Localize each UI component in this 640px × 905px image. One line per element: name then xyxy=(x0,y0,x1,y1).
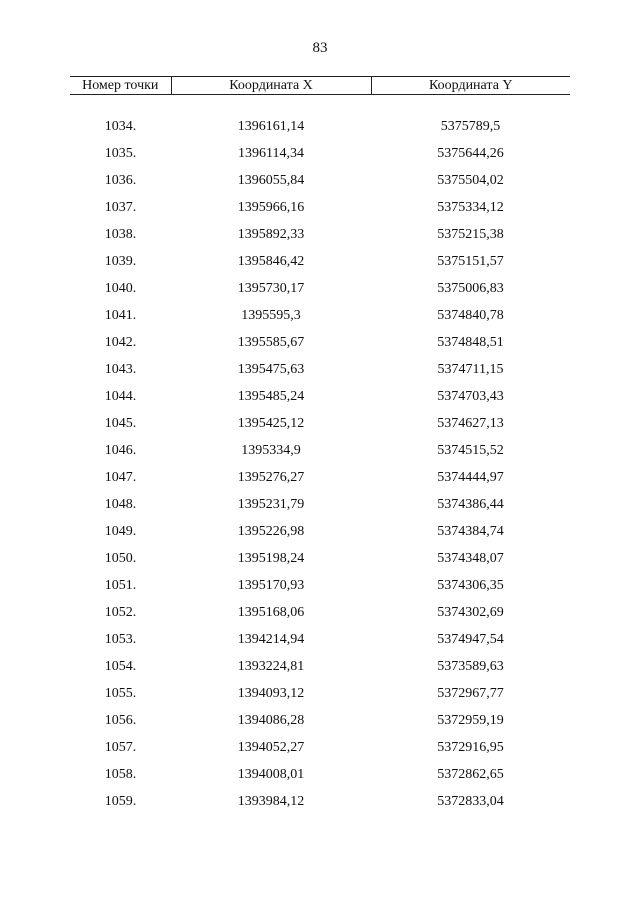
coordinate-x-cell: 1393984,12 xyxy=(237,794,305,809)
table-row xyxy=(70,383,570,410)
table-spacer xyxy=(70,95,570,114)
table-row xyxy=(70,410,570,437)
point-number-cell: 1057. xyxy=(104,740,137,755)
point-number-cell: 1059. xyxy=(104,794,137,809)
header-coordinate-x: Координата X xyxy=(171,77,371,95)
coordinate-y-cell: 5374302,69 xyxy=(437,605,504,620)
coordinate-x-cell: 1395198,24 xyxy=(237,551,305,566)
point-number-cell: 1048. xyxy=(104,497,137,512)
point-number-cell: 1050. xyxy=(104,551,137,566)
point-number-cell: 1056. xyxy=(104,713,137,728)
coordinate-x-cell: 1395475,63 xyxy=(237,362,305,377)
coordinate-x-cell: 1395892,33 xyxy=(237,227,305,242)
table-row xyxy=(70,626,570,653)
coordinate-x-cell: 1395966,16 xyxy=(237,200,305,215)
coordinate-x-cell: 1396114,34 xyxy=(238,146,304,161)
table-row xyxy=(70,140,570,167)
table-row xyxy=(70,356,570,383)
coordinate-y-cell: 5374947,54 xyxy=(437,632,504,647)
coordinate-y-cell: 5375504,02 xyxy=(437,173,504,188)
header-coordinate-y: Координата Y xyxy=(371,77,570,95)
table-row xyxy=(70,788,570,815)
table-row xyxy=(70,329,570,356)
coordinate-x-cell: 1395585,67 xyxy=(237,335,305,350)
table-row xyxy=(70,194,570,221)
coordinate-y-cell: 5372862,65 xyxy=(437,767,504,782)
point-number-cell: 1058. xyxy=(104,767,137,782)
coordinate-x-cell: 1394214,94 xyxy=(237,632,305,647)
point-number-cell: 1054. xyxy=(104,659,137,674)
coordinate-x-cell: 1395231,79 xyxy=(237,497,305,512)
table-row xyxy=(70,248,570,275)
coordinate-y-cell: 5375006,83 xyxy=(437,281,504,296)
table-row xyxy=(70,221,570,248)
coordinate-x-cell: 1395170,93 xyxy=(237,578,305,593)
coordinate-y-cell: 5374348,07 xyxy=(437,551,504,566)
coordinate-y-cell: 5372967,77 xyxy=(437,686,504,701)
coordinate-x-cell: 1394008,01 xyxy=(237,767,305,782)
coordinate-y-cell: 5374703,43 xyxy=(437,389,504,404)
table-row xyxy=(70,437,570,464)
table-row xyxy=(70,734,570,761)
point-number-cell: 1042. xyxy=(104,335,137,350)
point-number-cell: 1045. xyxy=(104,416,137,431)
coordinate-y-cell: 5374386,44 xyxy=(437,497,504,512)
table-row xyxy=(70,761,570,788)
coordinate-y-cell: 5375215,38 xyxy=(437,227,504,242)
coordinate-x-cell: 1395595,3 xyxy=(241,308,301,323)
table-row xyxy=(70,113,570,140)
coordinate-y-cell: 5372959,19 xyxy=(437,713,504,728)
coordinate-y-cell: 5373589,63 xyxy=(437,659,504,674)
point-number-cell: 1051. xyxy=(104,578,137,593)
point-number-cell: 1034. xyxy=(104,119,137,134)
coordinate-x-cell: 1395226,98 xyxy=(237,524,305,539)
table-row xyxy=(70,545,570,572)
point-number-cell: 1039. xyxy=(104,254,137,269)
coordinate-y-cell: 5375644,26 xyxy=(437,146,504,161)
coordinate-x-cell: 1394093,12 xyxy=(237,686,305,701)
point-number-cell: 1044. xyxy=(104,389,137,404)
table-row xyxy=(70,653,570,680)
coordinate-y-cell: 5374711,15 xyxy=(437,362,504,377)
coordinate-y-cell: 5374444,97 xyxy=(437,470,504,485)
coordinate-x-cell: 1393224,81 xyxy=(237,659,305,674)
coordinate-y-cell: 5372833,04 xyxy=(437,794,504,809)
point-number-cell: 1047. xyxy=(104,470,137,485)
coordinate-y-cell: 5374627,13 xyxy=(437,416,504,431)
table-row xyxy=(70,491,570,518)
coordinate-y-cell: 5374848,51 xyxy=(437,335,504,350)
point-number-cell: 1053. xyxy=(104,632,137,647)
point-number-cell: 1041. xyxy=(104,308,137,323)
point-number-cell: 1038. xyxy=(104,227,137,242)
coordinate-x-cell: 1395276,27 xyxy=(237,470,305,485)
point-number-cell: 1043. xyxy=(104,362,137,377)
table-row xyxy=(70,707,570,734)
coordinate-y-cell: 5372916,95 xyxy=(437,740,504,755)
coordinate-y-cell: 5374384,74 xyxy=(437,524,504,539)
coordinate-x-cell: 1395730,17 xyxy=(237,281,305,296)
coordinates-table xyxy=(70,76,570,815)
coordinate-x-cell: 1396055,84 xyxy=(237,173,305,188)
table-body xyxy=(70,95,570,816)
coordinate-x-cell: 1395846,42 xyxy=(237,254,305,269)
coordinate-x-cell: 1394052,27 xyxy=(237,740,305,755)
table-header-row xyxy=(70,77,570,95)
point-number-cell: 1052. xyxy=(104,605,137,620)
coordinate-y-cell: 5374840,78 xyxy=(437,308,504,323)
table-row xyxy=(70,518,570,545)
coordinate-x-cell: 1394086,28 xyxy=(237,713,305,728)
coordinate-x-cell: 1395425,12 xyxy=(237,416,305,431)
point-number-cell: 1037. xyxy=(104,200,137,215)
table-row xyxy=(70,275,570,302)
coordinate-y-cell: 5374515,52 xyxy=(437,443,504,458)
point-number-cell: 1046. xyxy=(104,443,137,458)
header-point-number: Номер точки xyxy=(70,77,171,95)
coordinate-y-cell: 5375151,57 xyxy=(437,254,504,269)
coordinate-x-cell: 1396161,14 xyxy=(237,119,305,134)
point-number-cell: 1049. xyxy=(104,524,137,539)
table-row xyxy=(70,464,570,491)
point-number-cell: 1035. xyxy=(104,146,137,161)
coordinate-x-cell: 1395334,9 xyxy=(241,443,301,458)
coordinate-y-cell: 5375334,12 xyxy=(437,200,504,215)
table-row xyxy=(70,302,570,329)
coordinate-y-cell: 5375789,5 xyxy=(440,119,501,134)
table-row xyxy=(70,599,570,626)
point-number-cell: 1055. xyxy=(104,686,137,701)
coordinate-x-cell: 1395485,24 xyxy=(237,389,305,404)
table-row xyxy=(70,167,570,194)
page-number: 83 xyxy=(312,40,328,56)
table-row xyxy=(70,572,570,599)
coordinate-y-cell: 5374306,35 xyxy=(437,578,504,593)
point-number-cell: 1036. xyxy=(104,173,137,188)
point-number-cell: 1040. xyxy=(104,281,137,296)
table-row xyxy=(70,680,570,707)
coordinate-x-cell: 1395168,06 xyxy=(237,605,305,620)
